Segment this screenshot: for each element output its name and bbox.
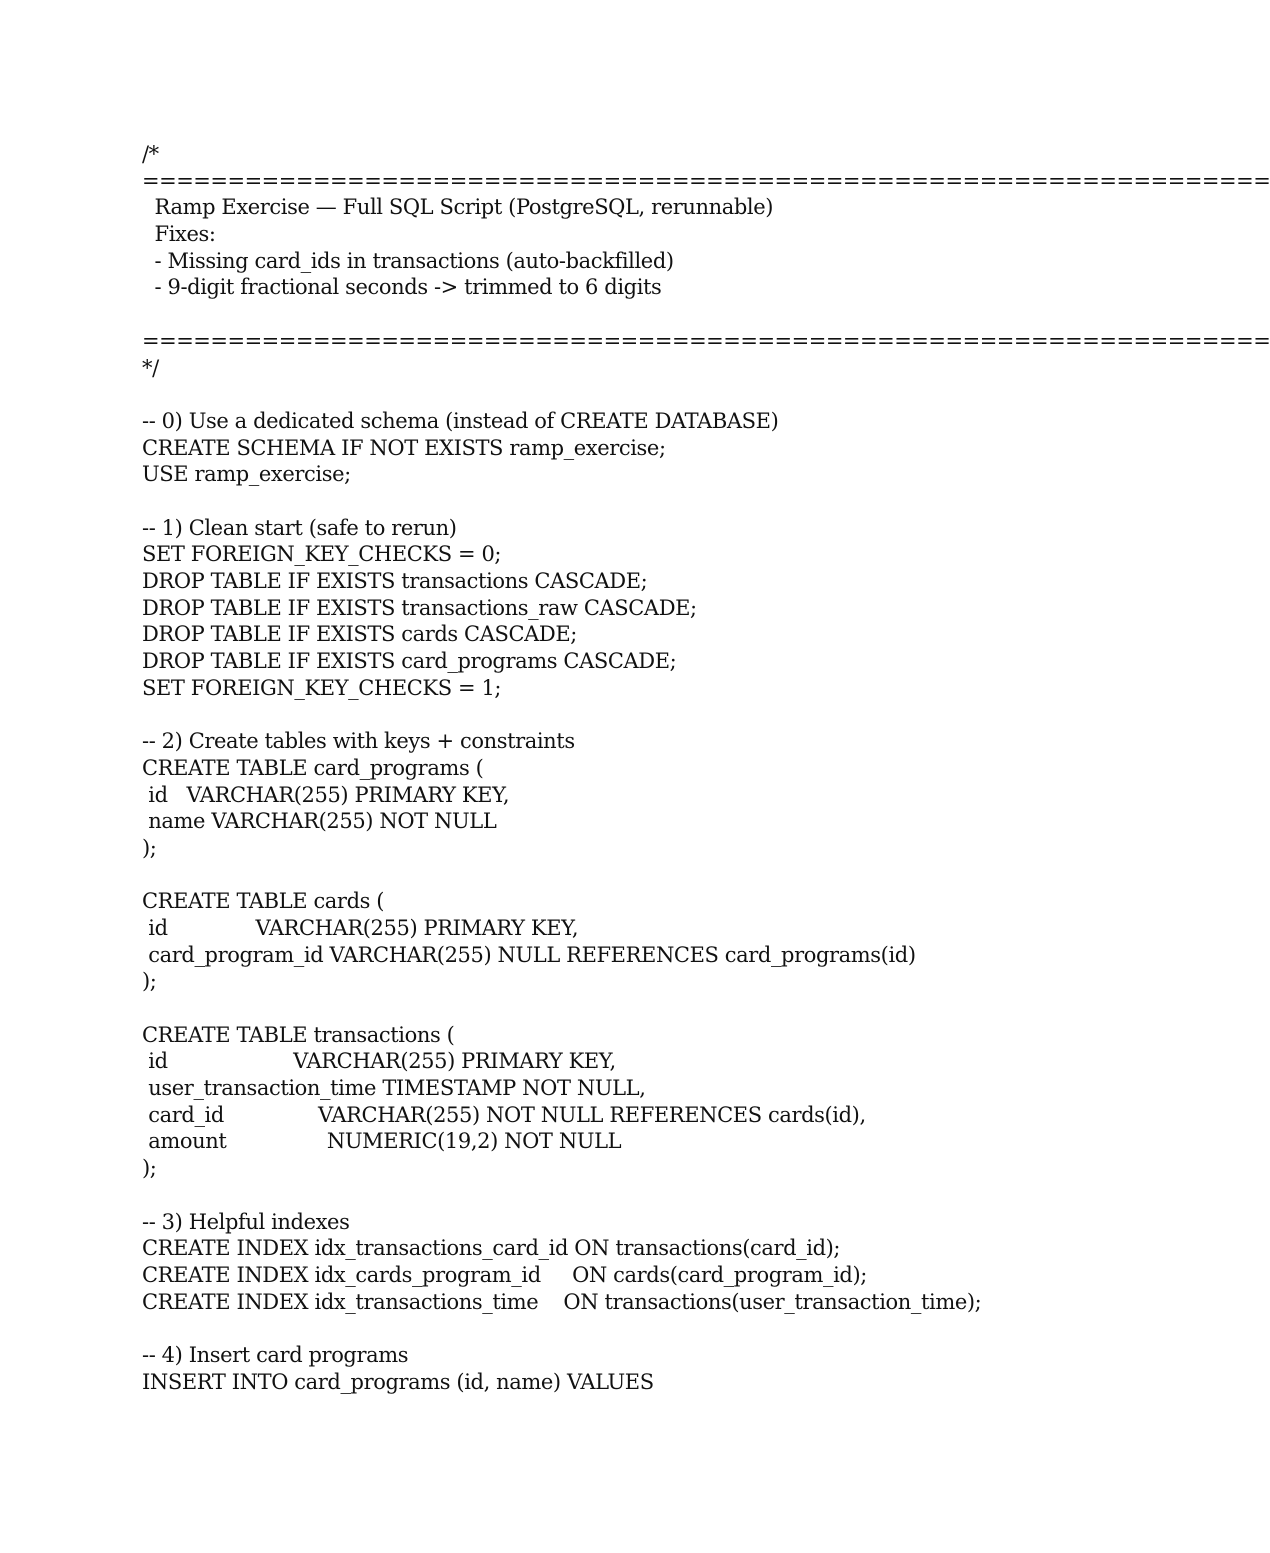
fix-item: - 9-digit fractional seconds -> trimmed to 6 digits <box>142 275 662 300</box>
sql-script-text <box>142 141 1270 1395</box>
section-comment: -- 1) Clean start (safe to rerun) <box>142 515 457 540</box>
code-line: name VARCHAR(255) NOT NULL <box>142 809 497 834</box>
separator-rule-top: ================================================================== <box>142 168 1270 193</box>
code-line: SET FOREIGN_KEY_CHECKS = 0; <box>142 542 502 567</box>
comment-close: */ <box>142 355 159 380</box>
fix-item: - Missing card_ids in transactions (auto-backfilled) <box>142 248 674 273</box>
fixes-heading: Fixes: <box>142 222 216 247</box>
code-line: card_program_id VARCHAR(255) NULL REFERENCES card_programs(id) <box>142 942 916 967</box>
code-line: id VARCHAR(255) PRIMARY KEY, <box>142 1049 616 1074</box>
code-line: CREATE TABLE cards ( <box>142 889 385 914</box>
code-line: id VARCHAR(255) PRIMARY KEY, <box>142 782 510 807</box>
code-line: DROP TABLE IF EXISTS card_programs CASCADE; <box>142 649 677 674</box>
comment-open: /* <box>142 142 159 166</box>
code-line: amount NUMERIC(19,2) NOT NULL <box>142 1129 622 1154</box>
code-line: CREATE INDEX idx_transactions_time ON transactions(user_transaction_time); <box>142 1289 982 1314</box>
section-comment: -- 3) Helpful indexes <box>142 1209 350 1234</box>
code-line: card_id VARCHAR(255) NOT NULL REFERENCES cards(id), <box>142 1102 866 1127</box>
section-comment: -- 0) Use a dedicated schema (instead of CREATE DATABASE) <box>142 408 779 433</box>
blank-line <box>142 995 1102 1022</box>
blank-line <box>142 1315 1102 1342</box>
code-line: CREATE INDEX idx_transactions_card_id ON transactions(card_id); <box>142 1236 841 1261</box>
code-line: CREATE SCHEMA IF NOT EXISTS ramp_exercise; <box>142 435 666 460</box>
blank-line <box>142 1182 1102 1209</box>
code-line: DROP TABLE IF EXISTS cards CASCADE; <box>142 622 577 647</box>
code-line: ); <box>142 835 157 860</box>
blank-line <box>142 488 1102 515</box>
section-comment: -- 4) Insert card programs <box>142 1342 409 1367</box>
code-line: CREATE INDEX idx_cards_program_id ON cards(card_program_id); <box>142 1262 867 1287</box>
code-line: ); <box>142 969 157 994</box>
code-line: ); <box>142 1156 157 1181</box>
code-line: INSERT INTO card_programs (id, name) VALUES <box>142 1369 654 1394</box>
code-line: SET FOREIGN_KEY_CHECKS = 1; <box>142 675 502 700</box>
section-comment: -- 2) Create tables with keys + constraints <box>142 729 575 754</box>
script-title: Ramp Exercise — Full SQL Script (PostgreSQL, rerunnable) <box>142 195 774 220</box>
code-line: CREATE TABLE card_programs ( <box>142 755 484 780</box>
code-line: user_transaction_time TIMESTAMP NOT NULL, <box>142 1076 646 1101</box>
separator-rule-bottom: ================================================================== <box>142 328 1270 353</box>
blank-line <box>142 701 1102 728</box>
code-line: DROP TABLE IF EXISTS transactions CASCADE; <box>142 569 648 593</box>
code-line: CREATE TABLE transactions ( <box>142 1022 455 1047</box>
code-line: DROP TABLE IF EXISTS transactions_raw CASCADE; <box>142 595 697 620</box>
blank-line <box>142 381 1102 408</box>
code-line: USE ramp_exercise; <box>142 462 351 487</box>
blank-line <box>142 301 1102 328</box>
code-line: id VARCHAR(255) PRIMARY KEY, <box>142 915 579 940</box>
blank-line <box>142 862 1102 889</box>
